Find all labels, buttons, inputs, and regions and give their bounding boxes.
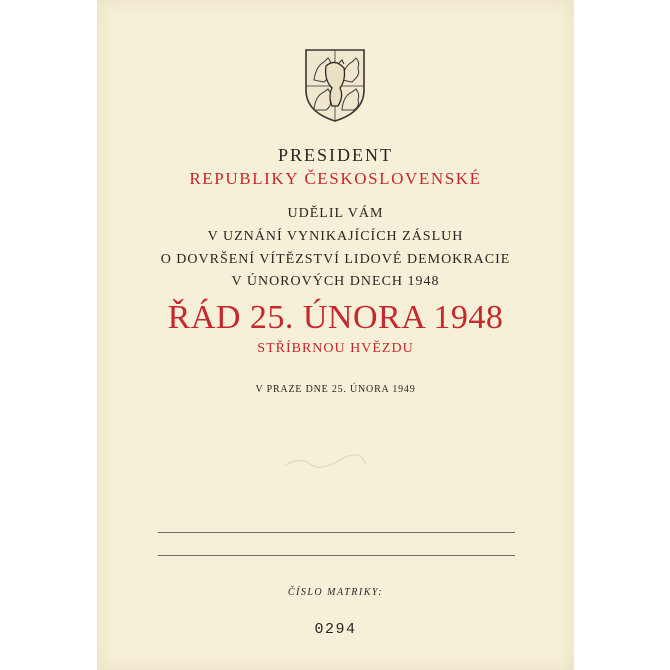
place-date: V PRAZE DNE 25. ÚNORA 1949 [255,384,416,395]
title-republic: REPUBLIKY ČESKOSLOVENSKÉ [189,169,482,188]
registry-number: 0294 [314,621,357,638]
award-title: ŘÁD 25. ÚNORA 1948 [167,299,504,336]
signature-line [158,532,515,533]
registry-label: ČÍSLO MATRIKY: [287,587,384,598]
award-class: STŘÍBRNOU HVĚZDU [257,341,414,356]
body-line: V UZNÁNÍ VYNIKAJÍCÍCH ZÁSLUH [207,229,464,244]
body-line: UDĚLIL VÁM [287,206,384,221]
body-line: O DOVRŠENÍ VÍTĚZSTVÍ LIDOVÉ DEMOKRACIE [160,252,511,267]
signature-line [158,555,515,556]
coat-of-arms-icon [302,46,368,124]
title-president: PRESIDENT [277,145,393,165]
body-line: V ÚNOROVÝCH DNECH 1948 [231,274,440,289]
faint-watermark-mark [280,452,370,472]
